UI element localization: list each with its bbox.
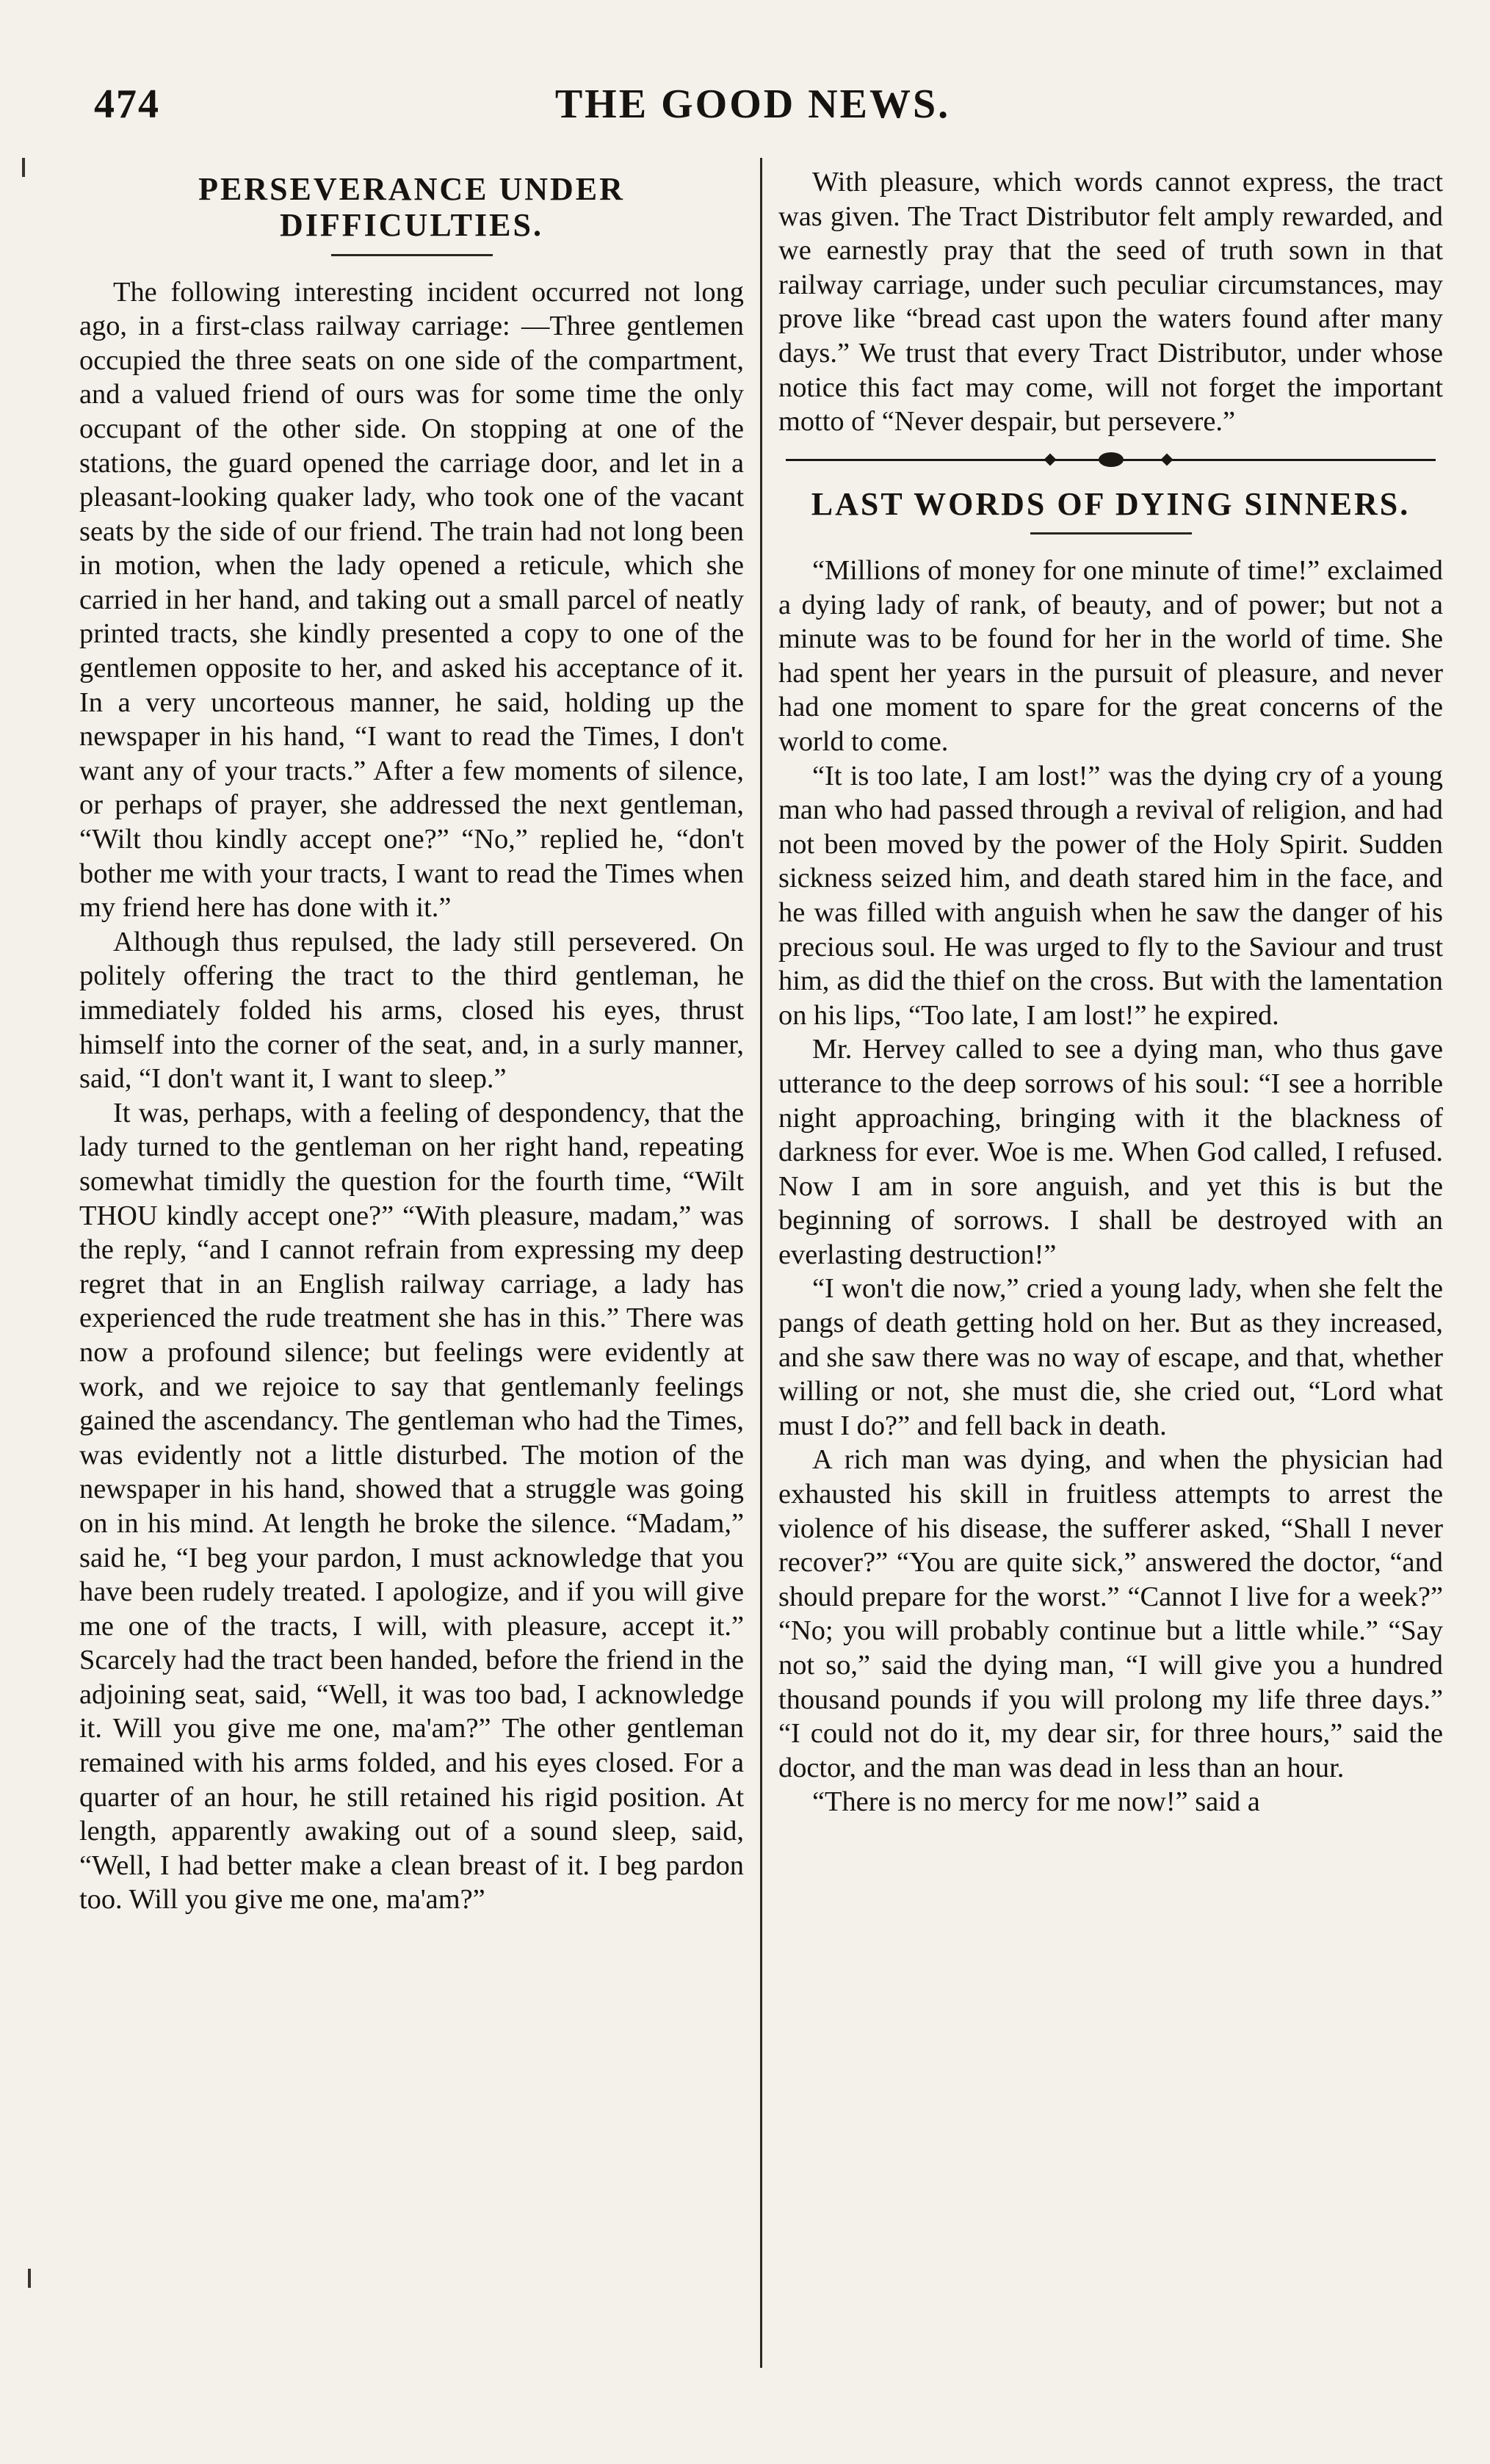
- right-column: [778, 165, 1443, 2375]
- article-paragraph: The following interesting incident occurred not long ago, in a first-class railway carriage: —Three gentlemen occupied the three seats on one side of the compartment, and a valued friend of ours was for some time the only occupant of the other side. On stopping at one of the stations, the guard opened the carriage door, and let in a pleasant-looking quaker lady, who took one of the vacant seats by the side of our friend. The train had not long been in motion, when the lady opened a reticule, which she carried in her hand, and taking out a small parcel of neatly printed tracts, she kindly presented a copy to one of the gentlemen opposite to her, and asked his acceptance of it. In a very uncorteous manner, he said, holding up the newspaper in his hand, “I want to read the Times, I don't want any of your tracts.” After a few moments of silence, or perhaps of prayer, she addressed the next gentleman, “Wilt thou kindly accept one?” “No,” replied he, “don't bother me with your tracts, I want to read the Times when my friend here has done with it.”: [79, 276, 744, 924]
- page-header: [81, 81, 1425, 147]
- article-paragraph: It was, perhaps, with a feeling of despondency, that the lady turned to the gentleman on her right hand, repeating somewhat timidly the question for the fourth time, “Wilt THOU kindly accept one?” “With pleasure, madam,” was the reply, “and I cannot refrain from expressing my deep regret that in an English railway carriage, a lady has experienced the rude treatment she has in this.” There was now a profound silence; but feelings were evidently at work, and we rejoice to say that gentlemanly feelings gained the ascendancy. The gentleman who had the Times, was evidently not a little disturbed. The motion of the newspaper in his hand, showed that a struggle was going on in his mind. At length he broke the silence. “Madam,” said he, “I beg your pardon, I must acknowledge that you have been rudely treated. I apologize, and if you will give me one of the tracts, I will, with pleasure, accept it.” Scarcely had the tract been handed, before the friend in the adjoining seat, said, “Well, it was too bad, I acknowledge it. Will you give me one, ma'am?” The other gentleman remained with his arms folded, and his eyes closed. For a quarter of an hour, he still retained his rigid position. At length, apparently awaking out of a sound sleep, said, “Well, I had better make a clean breast of it. I beg pardon too. Will you give me one, ma'am?”: [79, 1097, 744, 1916]
- title-rule: [331, 254, 493, 256]
- article-title-perseverance: PERSEVERANCE UNDER DIFFICULTIES.: [198, 171, 625, 244]
- article-paragraph: Mr. Hervey called to see a dying man, who thus gave utterance to the deep sorrows of his soul: “I see a horrible night approaching, bringing with it the blackness of darkness for ever. Woe is me. When God called, I refused. Now I am in sore anguish, and yet this is but the beginning of sorrows. I shall be destroyed with an everlasting destruction!”: [778, 1034, 1443, 1270]
- article-paragraph: Although thus repulsed, the lady still persevered. On politely offering the tract to the third gentleman, he immediately folded his arms, closed his eyes, thrust himself into the corner of the seat, and, in a surly manner, said, “I don't want it, I want to sleep.”: [79, 926, 744, 1095]
- column-divider: [760, 158, 762, 2368]
- article-paragraph: With pleasure, which words cannot express, the tract was given. The Tract Distributor felt amply rewarded, and we earnestly pray that the seed of truth sown in that railway carriage, under such peculiar circumstances, may prove like “bread cast upon the waters found after many days.” We trust that every Tract Distributor, under whose notice this fact may come, will not forget the important motto of “Never despair, but persevere.”: [778, 167, 1443, 438]
- article-title-last-words: LAST WORDS OF DYING SINNERS.: [811, 485, 1411, 522]
- edge-mark: [22, 158, 25, 177]
- section-ornament: [786, 445, 1436, 474]
- left-column: [79, 165, 744, 2375]
- page-number: 474: [94, 81, 160, 127]
- edge-mark: [28, 2269, 31, 2288]
- article-paragraph: A rich man was dying, and when the physician had exhausted his skill in fruitless attempts to arrest the violence of his disease, the sufferer asked, “Shall I never recover?” “You are quite sick,” answered the doctor, “and should prepare for the worst.” “Cannot I live for a week?” “No; you will probably continue but a little while.” “Say not so,” said the dying man, “I will give you a hundred thousand pounds if you will prolong my life three days.” “I could not do it, my dear sir, for three hours,” said the doctor, and the man was dead in less than an hour.: [778, 1444, 1443, 1783]
- article-paragraph: “It is too late, I am lost!” was the dying cry of a young man who had passed through a revival of religion, and had not been moved by the power of the Holy Spirit. Sudden sickness seized him, and death stared him in the face, and he was filled with anguish when he saw the danger of his precious soul. He was urged to fly to the Saviour and trust him, as did the thief on the cross. But with the lamentation on his lips, “Too late, I am lost!” he expired.: [778, 760, 1443, 1031]
- article-paragraph: “I won't die now,” cried a young lady, when she felt the pangs of death getting hold on her. But as they increased, and she saw there was no way of escape, and that, whether willing or not, she must die, she cried out, “Lord what must I do?” and fell back in death.: [778, 1273, 1443, 1441]
- article-paragraph: “Millions of money for one minute of time!” exclaimed a dying lady of rank, of beauty, and of power; but not a minute was to be found for her in the world of time. She had spent her years in the pursuit of pleasure, and never had one moment to spare for the great concerns of the world to come.: [778, 555, 1443, 757]
- title-rule: [1030, 532, 1192, 535]
- running-title: THE GOOD NEWS.: [554, 81, 951, 127]
- article-paragraph: “There is no mercy for me now!” said a: [812, 1786, 1260, 1818]
